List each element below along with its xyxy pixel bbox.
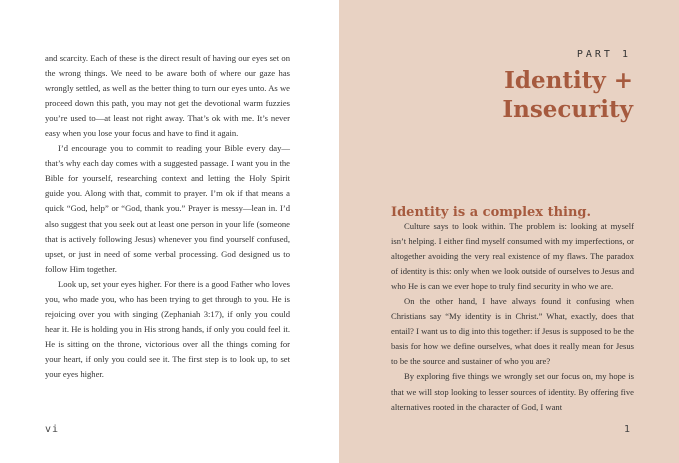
left-page xyxy=(0,0,339,463)
right-paragraph: Culture says to look within. The problem is: looking at myself isn’t helping. I either find myself consumed with my imperfections, or altogether avoiding the very real existence of my flaws. The paradox of identity is this: only when we look outside of ourselves to Jesus and who He is can we ever hope to truly find security in who we are. xyxy=(391,221,634,292)
section-heading: Identity is a complex thing. xyxy=(391,205,592,220)
right-paragraph: On the other hand, I have always found it confusing when Christians say “My identity is in Christ.” What, exactly, does that entail? I want us to dig into this together: if Jesus is supposed to be the basis for how we define ourselves, what does it really mean for Jesus to be the source and sustainer of who you are? xyxy=(391,296,634,367)
left-paragraph: I’d encourage you to commit to reading your Bible every day—that’s why each day comes with a suggested passage. I want you in the Bible for yourself, researching context and letting the Holy Spirit guide you. Along with that, commit to prayer. I’m ok if that means a quick “God, help” or “God, thank you.” Prayer is messy—lean in. I’d also suggest that you seek out at least one person in your life (someone that is actively following Jesus) whenever you find yourself confused, upset, or just in need of some verbal processing. God designed us to follow Him together. xyxy=(45,143,290,274)
left-body-text xyxy=(45,51,290,382)
right-body-text xyxy=(391,219,634,415)
left-page-number: vi xyxy=(45,424,60,435)
part-label: PART 1 xyxy=(576,49,631,60)
left-paragraph: and scarcity. Each of these is the direct result of having our eyes set on the wrong things. We need to be aware both of where our gaze has wrongly settled, as well as the better thing to turn our eyes unto. As we proceed down this path, you may not get the devotional warm fuzzies you’re used to—at least not right away. That’s ok with me. It’s never easy when you lose your focus and have to find it again. xyxy=(45,53,290,139)
right-paragraph: By exploring five things we wrongly set our focus on, my hope is that we will stop looking to lesser sources of identity. By offering five alternatives rooted in the character of God, I want xyxy=(391,371,634,412)
part-title-line: Identity + xyxy=(504,67,633,94)
right-page-number: 1 xyxy=(623,424,631,435)
left-paragraph: Look up, set your eyes higher. For there is a good Father who loves you, who made you, who has been trying to get through to you. He is rejoicing over you with singing (Zephaniah 3:17), if only you could hear it. He is holding you in His strong hands, if only you could feel it. He is sitting on the throne, victorious over all the things coming for your heart, if only you could see it. The first step is to look up, to set your eyes higher. xyxy=(45,278,290,379)
part-title-line: Insecurity xyxy=(502,96,633,123)
part-title xyxy=(373,66,633,124)
